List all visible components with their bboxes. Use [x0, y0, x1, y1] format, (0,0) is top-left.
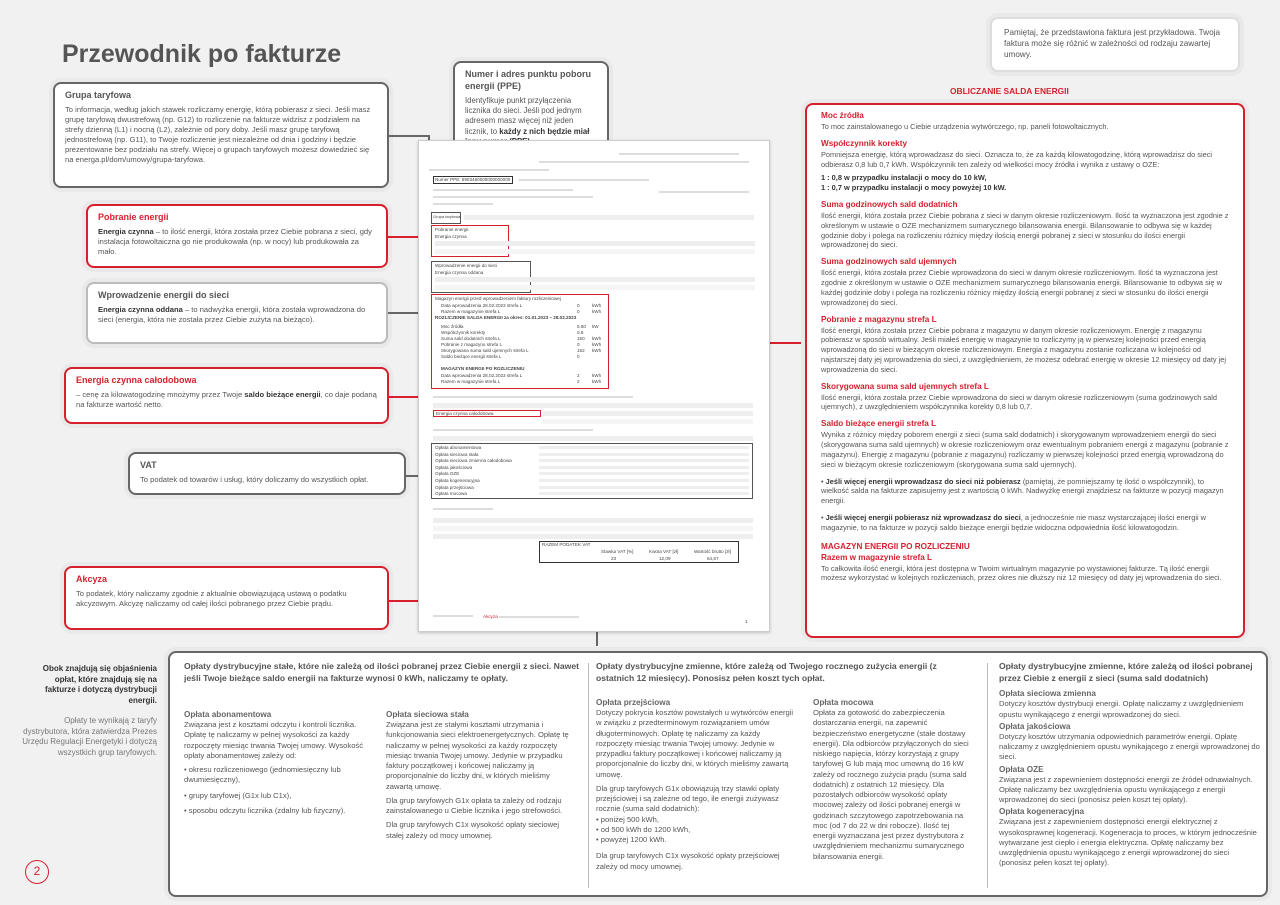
saldo-row-label: Data wprowadzenia 28.02.2023 strefa L — [441, 373, 523, 378]
calodobowa-title: Energia czynna całodobowa — [76, 375, 197, 385]
fee-description: Dotyczy kosztów dystrybucji energii. Opłatę naliczamy z uwzględnieniem opustu wynikającego z energii wprowadzonej do sieci. — [999, 699, 1244, 719]
invoice-fee-values — [539, 472, 749, 475]
saldo-row-value: 150 — [577, 336, 585, 341]
saldo-section-text: Wynika z różnicy między poborem energii z sieci (suma sald dodatnich) i skorygowanym wprowadzeniem energii do sieci (skorygowana suma sald ujemnych) w okresie rozliczeniowym oraz ewentualnym pobraniem energii z magazynu (pobranie z magazynu). Energię z magazynu (pobranie z magazynu) rozliczamy w pierwszej kolejności przed energią wprowadzoną do sieci w bieżącym okresie rozliczeniowym (skorygowana suma sald ujemnych). — [821, 430, 1229, 469]
saldo-row-label: Suma sald dodatnich strefa L — [441, 336, 501, 341]
invoice-fee-row: Opłata mocowa — [435, 491, 467, 497]
wprowadzenie-text: Energia czynna oddana – to nadwyżka energii, która została wprowadzona do sieci (energia, która nie została przez Ciebie zużyta na bieżąco). — [98, 304, 366, 324]
saldo-row-value: 0 — [577, 354, 580, 359]
saldo-row-label: Współczynnik korekty — [441, 330, 486, 335]
invoice-fee-values — [539, 453, 749, 456]
saldo-section-text: Ilość energii, która została przez Ciebie pobrana z magazynu w danym okresie rozliczeniowym. Energię z magazynu pobierasz w sposób wirtualny. Jeśli miałeś energię w magazynie to rozliczymy ją w pierwszej kolejności przed energią wprowadzoną do sieci w bieżącym okresie rozliczeniowym. Energia z magazynu zostanie rozliczana w kolejności od najstarszej daty jej wprowadzenia do sieci, z uwzględnieniem, że możesz odebrać energię w okresie 12 miesięcy od daty jej wprowadzenia do sieci. — [821, 325, 1227, 374]
abon-list — [184, 765, 369, 816]
saldo-section-text: Pomniejsza energię, którą wprowadzasz do sieci. Oznacza to, że za każdą kilowatogodzinę, którą wprowadzisz do sieci odbierasz 0,8 lub 0,7 kWh. Współczynnik ten zależy od wielkości mocy źródła i wynika z ustawy o OZE: — [821, 149, 1213, 169]
saldo-section-title: Suma godzinowych sald dodatnich — [821, 200, 958, 210]
divider — [588, 663, 589, 888]
fee-description: Związana jest z zapewnieniem dostępności energii ze źródeł odnawialnych. Opłatę naliczamy bez uwzględnienia opustu wynikającego z energii wprowadzonej do sieci (ponosisz pełen koszt tej opłaty). — [999, 774, 1253, 805]
invoice-fee-row: Opłata jakościowa — [435, 464, 473, 470]
przej-item: • poniżej 500 kWh, — [596, 814, 660, 824]
siec-title: Opłata sieciowa stała — [386, 710, 469, 719]
fee-title: Opłata jakościowa — [999, 721, 1071, 731]
saldo-section-title: Moc źródła — [821, 111, 864, 120]
grupa-taryfowa-box — [53, 82, 389, 188]
saldo-row-unit: kW — [592, 324, 599, 329]
ppe-text: Identyfikuje punkt przyłączenia licznika do sieci. Jeśli pod jednym adresem masz więcej niż jeden licznik, to każdy z nich będzie miał — [465, 95, 590, 136]
saldo-row-unit: kWh — [592, 336, 602, 341]
saldo-section-text: Ilość energii, która została przez Ciebie pobrana z sieci w danym okresie rozliczeniowym. Ilość ta wyznaczona jest zgodnie z określonym w ustawie o OZE mechanizmem sumarycznego bilansowania energii. Bilansowanie to odbywa się w każdej godzinie doby i polega na rozliczeniu różnicy między ilością energii pobranej z sieci w stosunku do ilości energii wprowadzonej do sieci. — [821, 210, 1229, 250]
abon-item: • grupy taryfowej (G1x lub C1x), — [184, 790, 292, 800]
ppe-title: Numer i adres punktu poboru energii (PPE) — [465, 69, 592, 91]
bullet-2: • Jeśli więcej energii pobierasz niż wprowadzasz do sieci, a jednocześnie nie masz wystarczającej ilości energii w magazynie, to na fakturze w pozycji saldo bieżące energii będzie widoczna odpowiednia ilość kilowatogodzin. — [821, 513, 1207, 532]
saldo-row-value: 2 — [577, 379, 580, 384]
saldo-row-value: 2 — [577, 373, 580, 378]
saldo-section-title: Skorygowana suma sald ujemnych strefa L — [821, 381, 989, 391]
invoice-wprow-2: Energia czynna oddana — [435, 270, 484, 275]
pobranie-text: Energia czynna – to ilość energii, która została przez Ciebie pobrana z sieci, gdy instalacja fotowoltaiczna go nie produkowała (np. w nocy) lub produkowała za mało. — [98, 226, 372, 256]
invoice-fee-values — [539, 459, 749, 462]
invoice-pobranie-1: Pobranie energii — [435, 227, 469, 232]
invoice-fee-values — [539, 492, 749, 495]
saldo-row-unit: kWh — [592, 379, 602, 384]
przej-text2: Dla grup taryfowych G1x obowiązują trzy stawki opłaty przejściowej i są zależne od tego, ile energii zużywasz rocznie (suma sald dodatnich): — [596, 783, 780, 814]
pobranie-box — [86, 204, 388, 268]
magazyn-sub: Razem w magazynie strefa L — [821, 552, 933, 562]
ratio-line: 1 : 0,8 w przypadku instalacji o mocy do 10 kW, — [821, 173, 987, 183]
vat-title: VAT — [140, 460, 157, 470]
grupa-text: To informacja, według jakich stawek rozliczamy energię, którą pobierasz z sieci. Jeśli masz grupę taryfową dwustrefową (np. G12) to rozliczenie na fakturze widzisz z podziałem na strefy dzienną (L1) i nocną (L2), zależnie od pory doby. Jeśli masz grupę taryfową jednostrefową (np. G11), to Twoje rozliczenie jest niezależne od dnia i godziny i będzie prezentowane bez podziału na strefy. Więcej o grupach taryfowych możesz dowiedzieć się na energa.pl/dom/umowy/grupa-taryfowa. — [65, 104, 371, 164]
fee-description: Związana jest z zapewnieniem dostępności energii elektrycznej z wysokosprawnej kogeneracji. Kogeneracja to proces, w którym jednocześnie wytwarzane jest ciepło i energia elektryczna. Opłatę naliczamy bez uwzględnienia opustu wynikającego z energii wprowadzonej do sieci (ponosisz pełen koszt tej opłaty). — [999, 817, 1257, 868]
abon-title: Opłata abonamentowa — [184, 710, 272, 719]
przej-title: Opłata przejściowa — [596, 698, 671, 707]
invoice-vat-h3: Wartość brutto [zł] — [694, 549, 731, 554]
invoice-fee-values — [539, 479, 749, 482]
ratio-line: 1 : 0,7 w przypadku instalacji o mocy powyżej 10 kW. — [821, 183, 1007, 193]
saldo-row-label: Pobranie z magazynu strefa L — [441, 342, 503, 347]
invoice-wprow-1: Wprowadzenie energii do sieci — [435, 263, 498, 268]
saldo-row-unit: kWh — [592, 309, 602, 314]
wprowadzenie-title: Wprowadzenie energii do sieci — [98, 290, 230, 300]
abon-item: • sposobu odczytu licznika (zdalny lub fizyczny). — [184, 805, 346, 815]
siec-text: Związana jest ze stałymi kosztami utrzymania i funkcjonowania sieci elektroenergetycznych. Opłatę tę naliczamy w pełnej wysokości za każdy rozpoczęty miesiąc trwania Twojej umowy. Jedynie w przypadku faktury początkowej i końcowej naliczamy ją proporcjonalnie do liczby dni, w których mieliśmy zawartą umowę. — [386, 720, 569, 791]
invoice-vat-h2: Kwota VAT [zł] — [649, 549, 679, 554]
distribution-fees-panel — [168, 651, 1268, 897]
invoice-grupa: Grupa taryfowa — [433, 214, 461, 219]
invoice-fee-values — [539, 466, 749, 469]
fee-title: Opłata kogeneracyjna — [999, 807, 1085, 817]
saldo-section-title: Suma godzinowych sald ujemnych — [821, 257, 957, 267]
akcyza-title: Akcyza — [76, 574, 108, 584]
vat-box — [128, 452, 406, 495]
invoice-rozliczenie: ROZLICZENIE SALDA ENERGII za okres: 01.01.2023 – 28.02.2023 — [435, 315, 577, 320]
bullet-1: • Jeśli więcej energii wprowadzasz do sieci niż pobierasz (pamiętaj, że pomniejszamy tę ilość o współczynnik), to wielkość salda na fakturze zapisujemy jest z wartością 0 kWh. Nadwyżkę energii znajdziesz na fakturze w pozycji magazyn energii. — [821, 476, 1224, 506]
saldo-row-unit: kWh — [592, 373, 602, 378]
abon-text: Związana jest z kosztami odczytu i kontroli licznika. Opłatę tę naliczamy w pełnej wysokości za każdy rozpoczęty miesiąc trwania Twojej umowy. Wysokość opłaty abonamentowej zależy od: — [184, 720, 364, 760]
invoice-fees-box — [431, 443, 753, 499]
przej-list — [596, 815, 796, 846]
przej-item: • powyżej 1200 kWh. — [596, 835, 667, 845]
saldo-section-title: Współczynnik korekty — [821, 138, 907, 148]
variable-fees-column — [596, 661, 976, 871]
connector-grupa — [389, 135, 429, 137]
vat-text: To podatek od towarów i usług, który doliczamy do wszystkich opłat. — [140, 474, 369, 484]
invoice-page: 1 — [745, 619, 748, 624]
saldo-row-value: 0 — [577, 342, 580, 347]
saldo-section-text: To moc zainstalowanego u Ciebie urządzenia wytwórczego, np. paneli fotowoltaicznych. — [821, 121, 1109, 131]
saldo-row-label: Skorygowana suma sald ujemnych strefa L — [441, 348, 529, 353]
saldo-row-value: 0 — [577, 303, 580, 308]
saldo-row-unit: kWh — [592, 348, 602, 353]
invoice-ppe: Numer PPE: 5903460000000000000 — [435, 177, 511, 182]
siec-text2: Dla grup taryfowych G1x opłata ta zależy od rodzaju zainstalowanego u Ciebie licznika i jego strefowości. — [386, 795, 563, 816]
right-heading: OBLICZANIE SALDA ENERGII — [950, 86, 1069, 96]
fee-description: Dotyczy kosztów utrzymania odpowiednich parametrów energii. Opłatę naliczamy z uwzględnieniem opustu wynikającego z energii wprowadzonej do sieci. — [999, 731, 1260, 762]
side-bold: Obok znajdują się objaśnienia opłat, które znajdują się na fakturze i dotyczą dystrybucji energii. — [42, 664, 157, 705]
page-number: 2 — [25, 860, 49, 884]
saldo-row-value: 0.8 — [577, 330, 584, 335]
invoice-fee-row: Opłata przejściowa — [435, 484, 474, 490]
invoice-fee-row: Opłata sieciowa stała — [435, 451, 479, 457]
magazyn-text: To całkowita ilość energii, która jest dostępna w Twoim wirtualnym magazynie po wystawionej fakturze. Tą ilość energii możesz wykorzystać w kolejnych rozliczeniach, przez okres nie dłuższy niż 12 miesięcy od daty jej wprowadzenia do sieci. — [821, 563, 1222, 583]
invoice-fee-row: Opłata abonamentowa — [435, 445, 482, 450]
invoice-pobranie-2: Energia czynna — [435, 234, 467, 239]
akcyza-text: To podatek, który naliczamy zgodnie z aktualnie obowiązującą ustawą o podatku akcyzowym. Akcyzę naliczamy od całej ilości pobranego przez Ciebie prądu. — [76, 588, 347, 608]
saldo-row-value: 152 — [577, 348, 585, 353]
invoice-fee-row: Opłata OZE — [435, 471, 460, 477]
abon-item: • okresu rozliczeniowego (jednomiesięczny lub dwumiesięczny), — [184, 765, 341, 785]
saldo-section-title: Saldo bieżące energii strefa L — [821, 419, 937, 429]
invoice-fee-row: Opłata kogeneracyjna — [435, 478, 480, 483]
saldo-row-label: Data wprowadzenia 28.02.2023 strefa L — [441, 303, 523, 308]
saldo-row-label: Saldo bieżące energii strefa L — [441, 354, 502, 359]
fixed-fees-heading: Opłaty dystrybucyjne stałe, które nie zależą od ilości pobranej przez Ciebie energii z sieci. Nawet jeśli Twoje bieżące saldo energii na fakturze wynosi 0 kWh, naliczamy te opłaty. — [184, 661, 579, 683]
example-note-text: Pamiętaj, że przedstawiona faktura jest przykładowa. Twoja faktura może się różnić w zależności od rodzaju zawartej umowy. — [1004, 28, 1221, 59]
calodobowa-box — [64, 367, 389, 424]
przej-text3: Dla grup taryfowych C1x wysokość opłaty przejściowej zależy od mocy umownej. — [596, 851, 780, 871]
saldo-row-value: 5.60 — [577, 324, 586, 329]
calodobowa-text: – cenę za kilowatogodzinę mnożymy przez Twoje saldo bieżące energii, co daje podaną na fakturze wartość netto. — [76, 389, 377, 409]
saldo-row-value: 0 — [577, 309, 580, 314]
magazyn-title: MAGAZYN ENERGII PO ROZLICZENIU — [821, 541, 970, 551]
page-title: Przewodnik po fakturze — [62, 40, 342, 68]
saldo-row-label: Razem w magazynie strefa L — [441, 379, 501, 384]
invoice-vat-h1: Stawka VAT [%] — [601, 549, 634, 554]
przej-text: Dotyczy pokrycia kosztów powstałych u wytwórców energii w związku z przedterminowym rozwiązaniem umów długoterminowych. Opłatę tę naliczamy za każdy rozpoczęty miesiąc trwania Twojej umowy. Jedynie w przypadku faktury początkowej i końcowej naliczamy ją proporcjonalnie do liczby dni, w których mieliśmy zawartą umowę. — [596, 708, 794, 779]
consumption-fees-heading: Opłaty dystrybucyjne zmienne, które zależą od ilości pobranej przez Ciebie z energii z sieci (suma sald dodatnich) — [999, 661, 1253, 683]
consumption-fees-column — [999, 661, 1261, 869]
invoice-vat-title: RAZEM PODATEK VAT — [542, 542, 591, 547]
invoice-calodobowa: Energia czynna całodobowa — [436, 411, 494, 416]
saldo-explanation-panel — [805, 103, 1245, 638]
mocowa-title: Opłata mocowa — [813, 698, 874, 707]
saldo-section-title: Pobranie z magazynu strefa L — [821, 314, 937, 324]
fee-title: Opłata sieciowa zmienna — [999, 689, 1096, 699]
saldo-row-unit: kWh — [592, 303, 602, 308]
siec-text3: Dla grup taryfowych C1x wysokość opłaty sieciowej stałej zależy od mocy umownej. — [386, 820, 560, 840]
grupa-title: Grupa taryfowa — [65, 90, 132, 100]
saldo-row-unit: kWh — [592, 342, 602, 347]
przej-item: • od 500 kWh do 1200 kWh, — [596, 824, 691, 834]
mocowa-text: Opłata za gotowość do zabezpieczenia dostarczania energii, na zapewnić bezpieczeństwo energetyczne (stałe dostawy energii). Dla odbiorców przyłączonych do sieci niskiego napięcia, którzy korzystają z grupy taryfowej G lub mają moc umowną do 16 kW zależy od rocznego zużycia prądu (suma sald dodatnich) z ostatnich 12 miesięcy. Dla pozostałych odbiorców wysokość opłaty mocowej zależy od ilości pobranej energii w godzinach szczytowego zapotrzebowania na moc (od 7 do 22 w dni robocze). Ilość tej energii wyznaczana jest przez dystrybutora z uwzględnieniem mechanizmu sumarycznego bilansowania energii. — [813, 708, 969, 861]
divider — [987, 663, 988, 888]
invoice-vat-v2: 12,09 — [659, 556, 671, 561]
invoice-vat-v1: 23 — [611, 556, 617, 561]
saldo-section-text: Ilość energii, która została przez Ciebie wprowadzona do sieci w danym okresie rozliczeniowym (suma godzinowych sald ujemnych), z uwzględnieniem współczynnika korekty 0,8 lub 0,7. — [821, 392, 1217, 412]
side-text: Opłaty te wynikają z taryfy dystrybutora, która zatwierdza Prezes Urzędu Regulacji Energetyki i dotyczą wszystkich grup taryfowych. — [22, 716, 157, 757]
pobranie-title: Pobranie energii — [98, 212, 169, 222]
invoice-vat-v3: 64,67 — [707, 556, 719, 561]
invoice-fee-values — [539, 446, 749, 449]
invoice-magazyn-po: MAGAZYN ENERGII PO ROZLICZENIU — [441, 366, 525, 371]
invoice-akcyza: Akcyza — [483, 614, 498, 619]
example-note — [990, 17, 1240, 72]
saldo-row-label: Moc źródła — [441, 324, 464, 329]
fixed-fees-column — [184, 661, 584, 840]
variable-fees-heading: Opłaty dystrybucyjne zmienne, które zależą od Twojego rocznego zużycia energii (z ostatnich 12 miesięcy). Ponosisz pełen koszt tych opłat. — [596, 661, 937, 683]
invoice-fee-values — [539, 486, 749, 489]
invoice-sheet — [418, 140, 770, 632]
akcyza-box — [64, 566, 389, 630]
fee-title: Opłata OZE — [999, 764, 1044, 774]
wprowadzenie-box — [86, 282, 388, 344]
saldo-row-label: Razem w magazynie strefa L — [441, 309, 501, 314]
side-explanation — [22, 664, 157, 758]
saldo-section-text: Ilość energii, która została przez Ciebie wprowadzona do sieci w danym okresie rozliczeniowym. Ilość ta wyznaczona jest zgodnie z określonym w ustawie o OZE mechanizmem sumarycznego bilansowania energii. Bilansowanie to odbywa się w każdej godzinie doby i polega na rozliczeniu różnicy między ilością energii pobranej z sieci w stosunku do ilości energii wprowadzonej do sieci. — [821, 268, 1222, 307]
invoice-saldo-header: Magazyn energii przed wprowadzeniem faktury rozliczeniowej — [435, 296, 561, 301]
invoice-fee-row: Opłata sieciowa zmienna całodobowa — [435, 458, 512, 464]
